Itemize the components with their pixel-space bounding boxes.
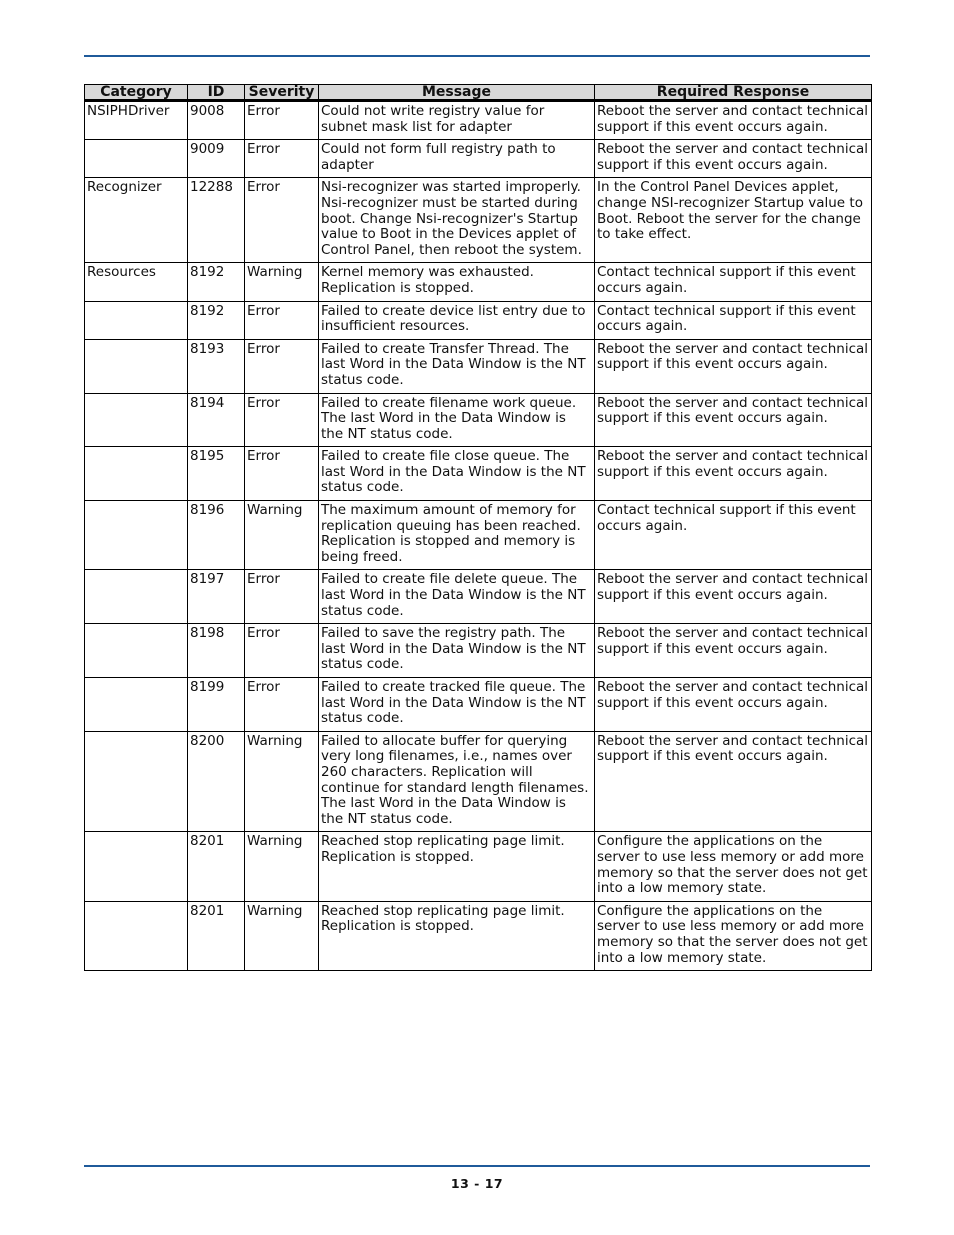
- table-row: [85, 101, 872, 140]
- table-row: [85, 901, 872, 970]
- message-cell: Could not form full registry path to adapter: [319, 140, 595, 178]
- message-cell: Reached stop replicating page limit. Replication is stopped.: [319, 901, 595, 970]
- response-cell: Reboot the server and contact technical support if this event occurs again.: [595, 678, 872, 732]
- category-cell: [85, 731, 188, 832]
- column-header-id: ID: [188, 85, 245, 101]
- severity-cell: Error: [245, 140, 319, 178]
- response-cell: Configure the applications on the server to use less memory or add more memory so that the server does not get into a low memory state.: [595, 901, 872, 970]
- id-cell: 8193: [188, 339, 245, 393]
- message-cell: Nsi-recognizer was started improperly. Nsi-recognizer must be started during boot. Change Nsi-recognizer's Startup value to Boot in the Devices applet of Control Panel, then reboot the system.: [319, 178, 595, 263]
- severity-cell: Error: [245, 339, 319, 393]
- message-cell: Reached stop replicating page limit. Replication is stopped.: [319, 832, 595, 901]
- response-cell: Reboot the server and contact technical support if this event occurs again.: [595, 570, 872, 624]
- page-number: 13 - 17: [450, 1176, 504, 1191]
- severity-cell: Warning: [245, 901, 319, 970]
- id-cell: 8195: [188, 447, 245, 501]
- id-cell: 8197: [188, 570, 245, 624]
- message-cell: Failed to create device list entry due to insufficient resources.: [319, 301, 595, 339]
- category-cell: [85, 901, 188, 970]
- table-row: [85, 339, 872, 393]
- response-cell: Reboot the server and contact technical support if this event occurs again.: [595, 339, 872, 393]
- response-cell: In the Control Panel Devices applet, change NSI-recognizer Startup value to Boot. Reboot the server for the change to take effect.: [595, 178, 872, 263]
- id-cell: 8192: [188, 263, 245, 301]
- severity-cell: Error: [245, 301, 319, 339]
- column-header-response: Required Response: [595, 85, 872, 101]
- category-cell: NSIPHDriver: [85, 101, 188, 140]
- category-cell: [85, 501, 188, 570]
- category-cell: [85, 140, 188, 178]
- category-cell: Recognizer: [85, 178, 188, 263]
- message-cell: Failed to create tracked file queue. The last Word in the Data Window is the NT status code.: [319, 678, 595, 732]
- response-cell: Configure the applications on the server to use less memory or add more memory so that the server does not get into a low memory state.: [595, 832, 872, 901]
- message-cell: Failed to create Transfer Thread. The last Word in the Data Window is the NT status code.: [319, 339, 595, 393]
- table-row: [85, 140, 872, 178]
- id-cell: 8196: [188, 501, 245, 570]
- category-cell: [85, 301, 188, 339]
- id-cell: 8192: [188, 301, 245, 339]
- column-header-category: Category: [85, 85, 188, 101]
- message-cell: Could not write registry value for subnet mask list for adapter: [319, 101, 595, 140]
- severity-cell: Error: [245, 393, 319, 447]
- severity-cell: Warning: [245, 263, 319, 301]
- id-cell: 8198: [188, 624, 245, 678]
- table-row: [85, 731, 872, 832]
- severity-cell: Warning: [245, 832, 319, 901]
- category-cell: [85, 339, 188, 393]
- table-row: [85, 501, 872, 570]
- severity-cell: Error: [245, 570, 319, 624]
- category-cell: Resources: [85, 263, 188, 301]
- response-cell: Contact technical support if this event occurs again.: [595, 263, 872, 301]
- id-cell: 8201: [188, 832, 245, 901]
- category-cell: [85, 570, 188, 624]
- table-row: [85, 447, 872, 501]
- message-cell: Failed to create file close queue. The last Word in the Data Window is the NT status code.: [319, 447, 595, 501]
- severity-cell: Error: [245, 101, 319, 140]
- message-cell: Failed to allocate buffer for querying very long filenames, i.e., names over 260 characters. Replication will continue for standard length filenames. The last Word in the Data Window is the NT status code.: [319, 731, 595, 832]
- category-cell: [85, 393, 188, 447]
- table-row: [85, 263, 872, 301]
- id-cell: 12288: [188, 178, 245, 263]
- severity-cell: Warning: [245, 501, 319, 570]
- table-row: [85, 678, 872, 732]
- response-cell: Reboot the server and contact technical support if this event occurs again.: [595, 393, 872, 447]
- id-cell: 9009: [188, 140, 245, 178]
- table-row: [85, 301, 872, 339]
- message-cell: Failed to create file delete queue. The last Word in the Data Window is the NT status code.: [319, 570, 595, 624]
- message-cell: Failed to save the registry path. The last Word in the Data Window is the NT status code.: [319, 624, 595, 678]
- response-cell: Reboot the server and contact technical support if this event occurs again.: [595, 140, 872, 178]
- table-row: [85, 178, 872, 263]
- category-cell: [85, 678, 188, 732]
- severity-cell: Warning: [245, 731, 319, 832]
- table-row: [85, 570, 872, 624]
- severity-cell: Error: [245, 678, 319, 732]
- id-cell: 8194: [188, 393, 245, 447]
- category-cell: [85, 832, 188, 901]
- id-cell: 8200: [188, 731, 245, 832]
- column-header-severity: Severity: [245, 85, 319, 101]
- id-cell: 8201: [188, 901, 245, 970]
- message-cell: Failed to create filename work queue. The last Word in the Data Window is the NT status code.: [319, 393, 595, 447]
- category-cell: [85, 447, 188, 501]
- event-table: [84, 84, 872, 971]
- response-cell: Reboot the server and contact technical support if this event occurs again.: [595, 101, 872, 140]
- id-cell: 8199: [188, 678, 245, 732]
- response-cell: Reboot the server and contact technical support if this event occurs again.: [595, 447, 872, 501]
- header-rule: [84, 55, 870, 57]
- response-cell: Contact technical support if this event occurs again.: [595, 501, 872, 570]
- table-row: [85, 393, 872, 447]
- severity-cell: Error: [245, 624, 319, 678]
- response-cell: Reboot the server and contact technical support if this event occurs again.: [595, 624, 872, 678]
- response-cell: Contact technical support if this event occurs again.: [595, 301, 872, 339]
- table-header-row: [85, 85, 872, 101]
- severity-cell: Error: [245, 447, 319, 501]
- category-cell: [85, 624, 188, 678]
- severity-cell: Error: [245, 178, 319, 263]
- id-cell: 9008: [188, 101, 245, 140]
- table-row: [85, 832, 872, 901]
- message-cell: Kernel memory was exhausted. Replication is stopped.: [319, 263, 595, 301]
- message-cell: The maximum amount of memory for replication queuing has been reached. Replication is stopped and memory is being freed.: [319, 501, 595, 570]
- column-header-message: Message: [319, 85, 595, 101]
- response-cell: Reboot the server and contact technical support if this event occurs again.: [595, 731, 872, 832]
- footer-rule: [84, 1165, 870, 1167]
- table-row: [85, 624, 872, 678]
